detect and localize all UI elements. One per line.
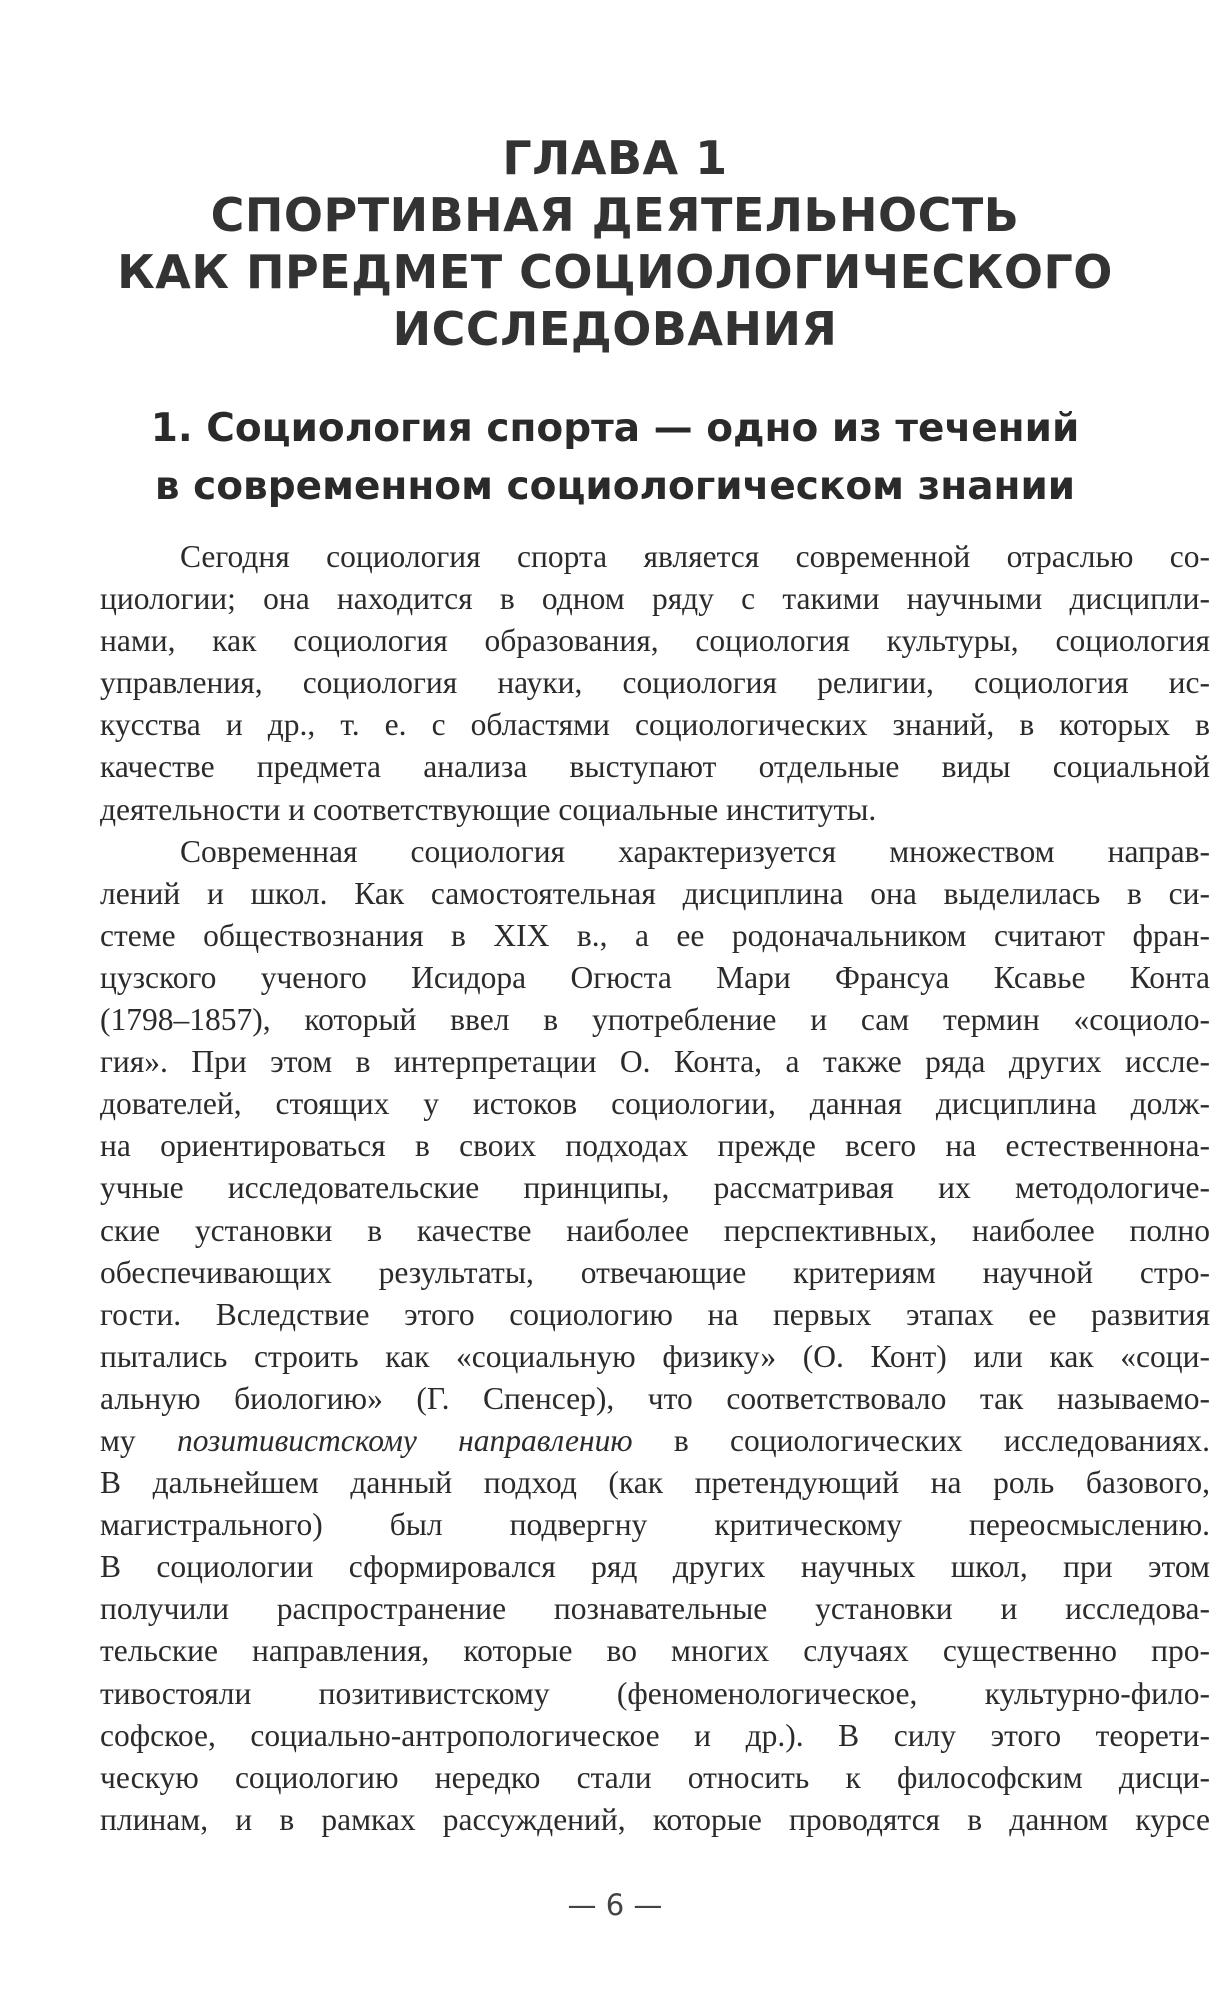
text-line: обеспечивающих результаты, отвечающие критериям научной стро- bbox=[100, 1254, 1210, 1290]
text-line: тивостояли позитивистскому (феноменологическое, культурно-фило- bbox=[100, 1675, 1210, 1711]
text-line: управления, социология науки, социология религии, социология ис- bbox=[100, 665, 1210, 701]
text-line: стеме обществознания в XIX в., а ее родоначальником считают фран- bbox=[100, 917, 1210, 953]
text-line: на ориентироваться в своих подходах прежде всего на естественнона- bbox=[100, 1128, 1210, 1164]
section-heading bbox=[100, 400, 1130, 516]
text-line: кусства и др., т. е. с областями социологических знаний, в которых в bbox=[100, 707, 1210, 743]
text-line-with-emphasis bbox=[100, 1420, 1210, 1462]
text-line: лений и школ. Как самостоятельная дисциплина она выделилась в си- bbox=[100, 875, 1210, 911]
text-line: получили распространение познавательные установки и исследова- bbox=[100, 1591, 1210, 1627]
text-line: пытались строить как «социальную физику» (О. Конт) или как «соци- bbox=[100, 1338, 1210, 1374]
text-line: тельские направления, которые во многих случаях существенно про- bbox=[100, 1633, 1210, 1669]
text-line: нами, как социология образования, социология культуры, социология bbox=[100, 623, 1210, 659]
body-text bbox=[100, 536, 1210, 1841]
text-line: В дальнейшем данный подход (как претендующий на роль базового, bbox=[100, 1465, 1210, 1501]
italic-term: позитивистскому направлению bbox=[176, 1422, 633, 1458]
chapter-heading-line: ИССЛЕДОВАНИЯ bbox=[392, 302, 838, 356]
chapter-heading-line: ГЛАВА 1 bbox=[502, 131, 728, 185]
page-number: — 6 — bbox=[567, 1888, 663, 1922]
text-line: плинам, и в рамках рассуждений, которые проводятся в данном курсе bbox=[100, 1801, 1210, 1837]
text-run: в социологических исследованиях. bbox=[632, 1422, 1210, 1458]
text-line: качестве предмета анализа выступают отдельные виды социальной bbox=[100, 749, 1210, 785]
text-line: деятельности и соответствующие социальные институты. bbox=[100, 791, 877, 827]
section-heading-line: 1. Социология спорта — одно из течений bbox=[150, 406, 1080, 451]
text-line: В социологии сформировался ряд других научных школ, при этом bbox=[100, 1549, 1210, 1585]
text-line: циологии; она находится в одном ряду с такими научными дисципли- bbox=[100, 581, 1210, 617]
chapter-heading bbox=[100, 130, 1130, 358]
text-line: гия». При этом в интерпретации О. Конта, а также ряда других иссле- bbox=[100, 1044, 1210, 1080]
section-heading-line: в современном социологическом знании bbox=[154, 464, 1076, 509]
text-line: магистрального) был подвергну критическому переосмыслению. bbox=[100, 1507, 1210, 1543]
text-line: (1798–1857), который ввел в употребление и сам термин «социоло- bbox=[100, 1002, 1210, 1038]
text-line: учные исследовательские принципы, рассматривая их методологиче- bbox=[100, 1170, 1210, 1206]
text-line: альную биологию» (Г. Спенсер), что соответствовало так называемо- bbox=[100, 1380, 1210, 1416]
chapter-heading-line: СПОРТИВНАЯ ДЕЯТЕЛЬНОСТЬ bbox=[210, 188, 1020, 242]
text-line: гости. Вследствие этого социологию на первых этапах ее развития bbox=[100, 1296, 1210, 1332]
text-line: цузского ученого Исидора Огюста Мари Франсуа Ксавье Конта bbox=[100, 959, 1210, 995]
text-line: софское, социально-антропологическое и др.). В силу этого теорети- bbox=[100, 1717, 1210, 1753]
chapter-heading-line: КАК ПРЕДМЕТ СОЦИОЛОГИЧЕСКОГО bbox=[117, 245, 1113, 299]
text-line: Сегодня социология спорта является современной отраслью со- bbox=[180, 539, 1210, 574]
text-line: ческую социологию нередко стали относить к философским дисци- bbox=[100, 1759, 1210, 1795]
text-line: Современная социология характеризуется множеством направ- bbox=[180, 833, 1210, 869]
text-line: ские установки в качестве наиболее перспективных, наиболее полно bbox=[100, 1212, 1210, 1248]
text-run: му bbox=[100, 1422, 177, 1458]
text-line: дователей, стоящих у истоков социологии, данная дисциплина долж- bbox=[100, 1086, 1210, 1122]
